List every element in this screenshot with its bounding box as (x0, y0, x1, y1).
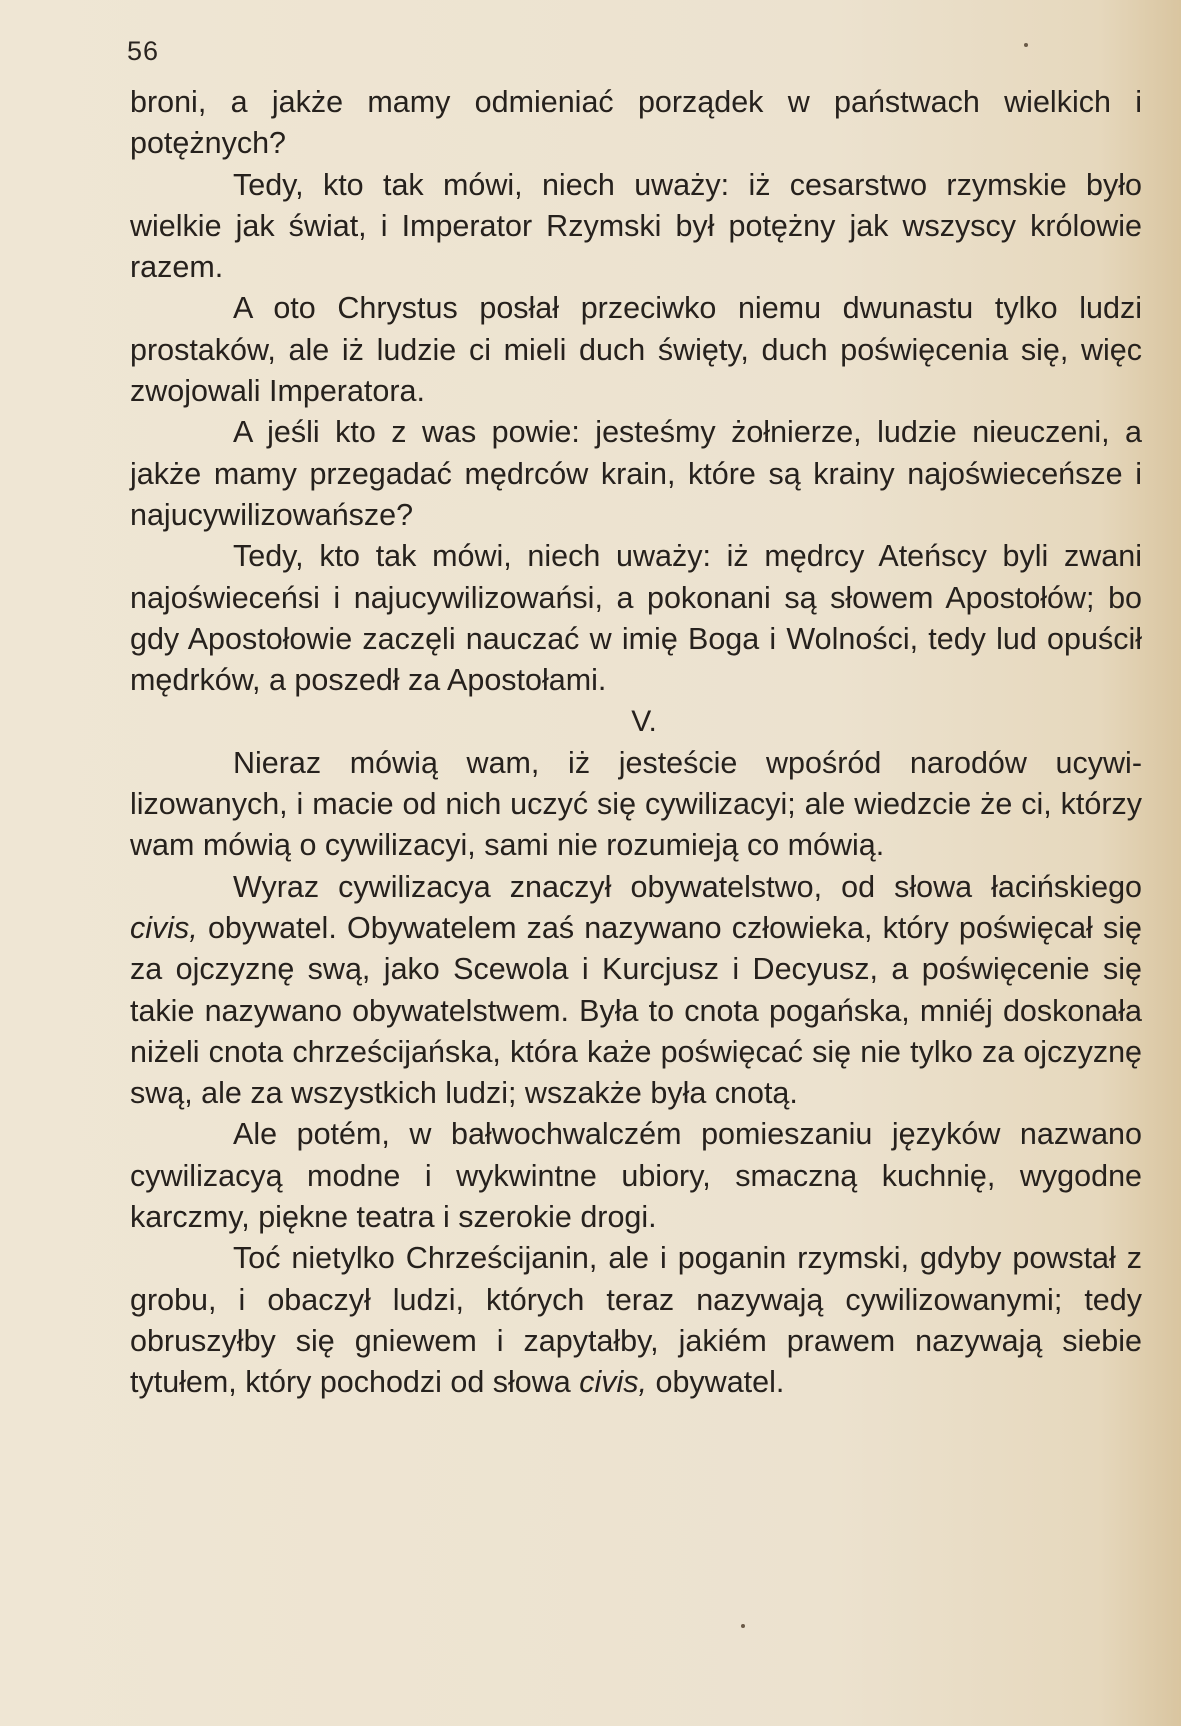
paragraph-final (130, 1238, 1142, 1403)
paper-speck (1024, 43, 1028, 47)
text-run: obywatel. Obywatelem zaś nazywano człowieka, który poświęcał się za ojczyznę swą, jako Scewola i Kurcjusz i Decyusz, a poświęcenie się takie nazywano obywatelstwem. Była to cnota pogańska, mniéj doskonała niżeli cnota chrześcijańska, która każe poświęcać się nie tylko za ojczyznę swą, ale za wszystkich ludzi; wszakże była cnotą. (130, 910, 1142, 1111)
latin-term: civis, (579, 1365, 648, 1400)
text-run: Wyraz cywilizacya znaczył obywatelstwo, od słowa łacińskiego (233, 869, 1142, 904)
page-text (130, 82, 1142, 1404)
page-number: 56 (127, 36, 160, 66)
paragraph: Ale potém, w bałwochwalczém pomieszaniu języków nazwano cywilizacyą modne i wykwintne ubiory, smaczną kuchnię, wygodne karczmy, piękne teatra i szerokie drogi. (130, 1117, 1142, 1235)
paragraph: Tedy, kto tak mówi, niech uważy: iż mędrcy Ateńscy byli zwani najoświeceńsi i najucywilizowańsi, a pokonani są słowem Apostołów; bo gdy Apostołowie zaczęli nauczać w imię Boga i Wolności, tedy lud opuścił mędrków, a poszedł za Apostołami. (130, 539, 1142, 698)
paragraph-civilization (130, 867, 1142, 1115)
latin-term: civis, (130, 910, 198, 945)
text-run: Toć nietylko Chrześcijanin, ale i poganin rzymski, gdyby powstał z grobu, i obaczył ludzi, których teraz nazywają cywilizowanymi; tedy obruszyłby się gniewem i zapytałby, jakiém prawem nazywają siebie tytułem, który pochodzi od słowa (130, 1241, 1142, 1400)
paragraph: A jeśli kto z was powie: jesteśmy żołnierze, ludzie nieuczeni, a jakże mamy przegadać mędrców krain, które są krainy najoświeceńsze i najucywilizowańsze? (130, 415, 1142, 532)
paragraph: A oto Chrystus posłał przeciwko niemu dwunastu tylko ludzi prostaków, ale iż ludzie ci mieli duch święty, duch poświęcenia się, więc zwojowali Imperatora. (130, 291, 1142, 409)
section-heading: V. (631, 705, 657, 739)
paragraph: Nieraz mówią wam, iż jesteście wpośród narodów ucywilizowanych, i macie od nich uczyć się cywilizacyi; ale wiedzcie że ci, którzy wam mówią o cywilizacyi, sami nie rozumieją co mówią. (130, 745, 1142, 863)
paragraph: Tedy, kto tak mówi, niech uważy: iż cesarstwo rzymskie było wielkie jak świat, i Imperator Rzymski był potężny jak wszyscy królowie razem. (130, 167, 1142, 285)
paragraph-continuation: broni, a jakże mamy odmieniać porządek w państwach wielkich i potężnych? (130, 85, 1142, 161)
text-run: obywatel. (647, 1365, 785, 1400)
paper-speck (741, 1624, 745, 1628)
